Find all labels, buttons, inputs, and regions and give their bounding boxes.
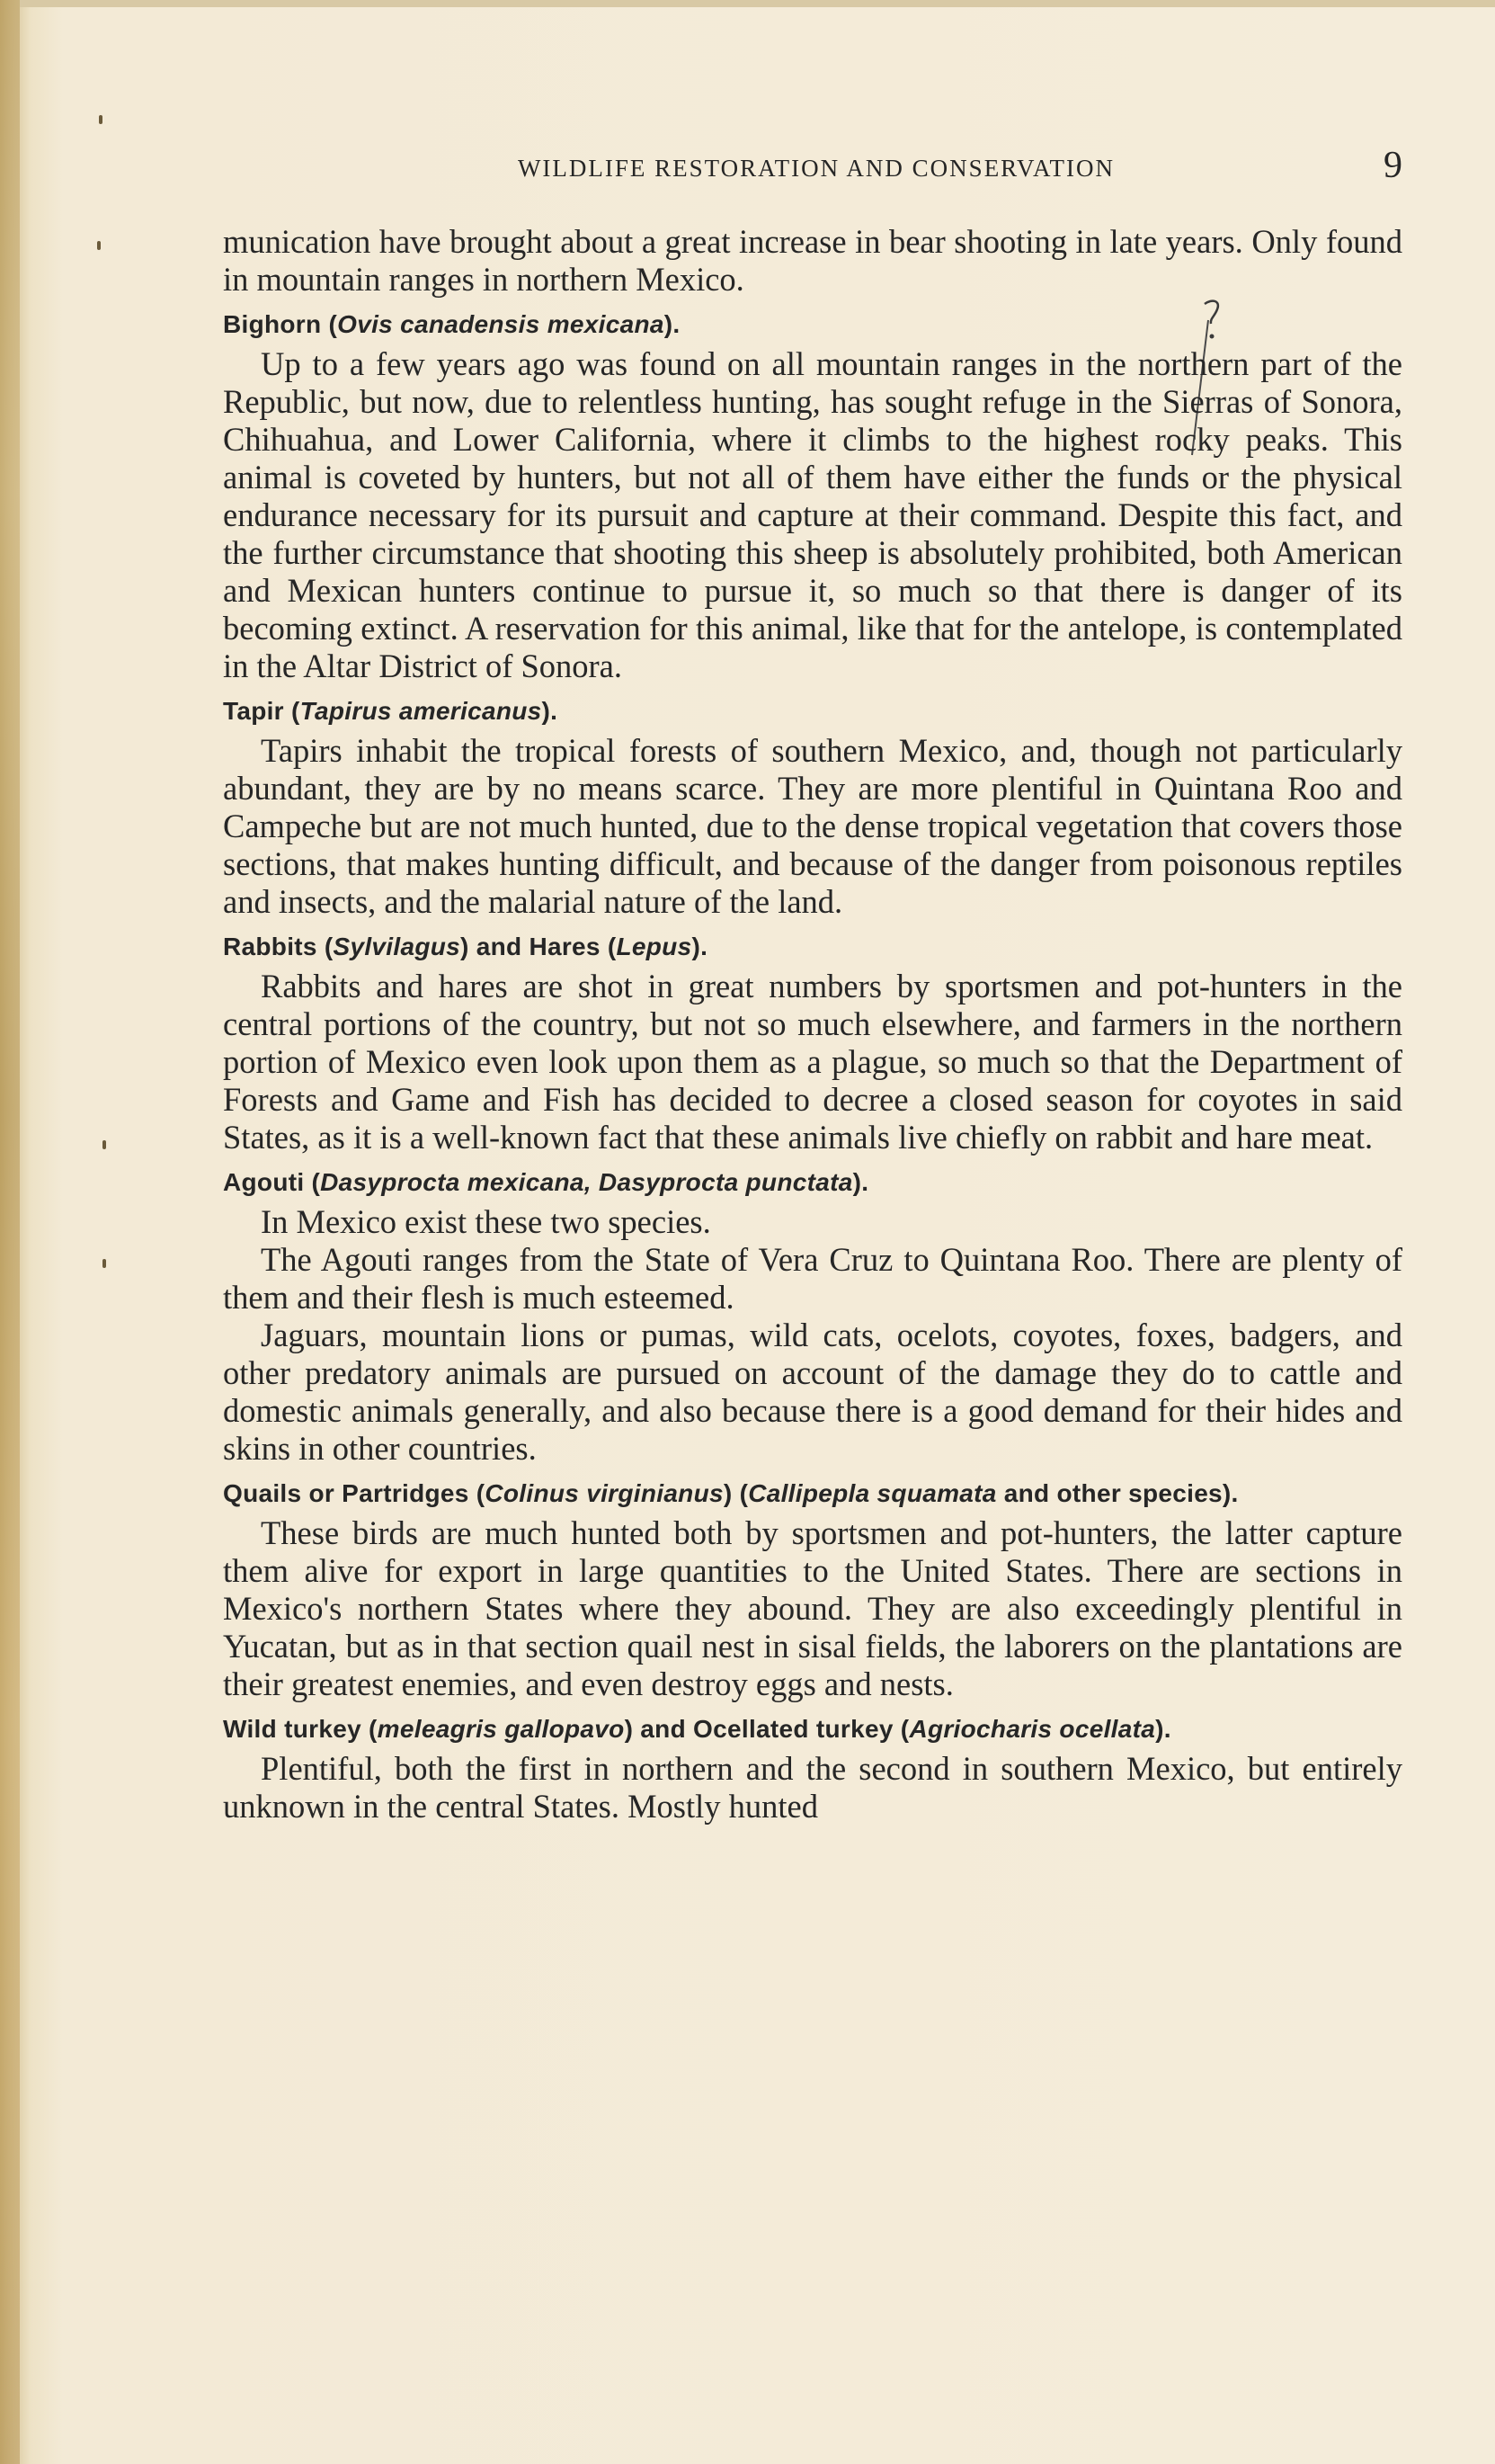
page-top-edge: [20, 0, 1495, 7]
scientific-name: meleagris gallopavo: [377, 1715, 625, 1743]
running-head: WILDLIFE RESTORATION AND CONSERVATION: [517, 155, 1116, 182]
heading-text: Rabbits (: [223, 933, 334, 960]
body-paragraph: Rabbits and hares are shot in great numbers by sportsmen and pot-hunters in the central portions of the country, but not so much elsewhere, and farmers in the northern portion of Mexico even look upon them as a plague, so much so that the Department of Forests and Game and Fish has decided to decree a closed season for coyotes in said States, as it is a well-known fact that these animals live chiefly on rabbit and hare meat.: [223, 968, 1402, 1156]
body-paragraph: Up to a few years ago was found on all mountain ranges in the northern part of the Republic, but now, due to relentless hunting, has sought refuge in the Sierras of Sonora, Chihuahua, and Lower California, where it climbs to the highest rocky peaks. This animal is coveted by hunters, but not all of them have either the funds or the physical endurance necessary for its pursuit and capture at their command. Despite this fact, and the further circumstance that shooting this sheep is absolutely prohibited, both American and Mexican hunters continue to pursue it, so much so that there is danger of its becoming extinct. A reservation for this animal, like that for the antelope, is contemplated in the Altar District of Sonora.: [223, 345, 1402, 684]
species-heading: [223, 1167, 1402, 1198]
scientific-name: Dasyprocta mexicana, Dasyprocta punctata: [320, 1168, 853, 1196]
heading-text: ) and Hares (: [460, 933, 617, 960]
heading-text: ).: [541, 697, 558, 725]
margin-speck: [99, 115, 102, 124]
heading-text: ).: [663, 310, 681, 338]
margin-speck: [102, 1259, 106, 1268]
heading-text: Tapir (: [223, 697, 300, 725]
heading-text: Quails or Partridges (: [223, 1479, 485, 1507]
scientific-name: Colinus virginianus: [485, 1479, 724, 1507]
species-heading: [223, 309, 1402, 340]
body-paragraph: munication have brought about a great increase in bear shooting in late years. Only found in mountain ranges in northern Mexico.: [223, 223, 1402, 298]
body-paragraph: Jaguars, mountain lions or pumas, wild cats, ocelots, coyotes, foxes, badgers, and other predatory animals are pursued on account of the damage they do to cattle and domestic animals generally, and also because there is a good demand for their hides and skins in other countries.: [223, 1317, 1402, 1467]
heading-text: ).: [852, 1168, 869, 1196]
scientific-name: Agriocharis ocellata: [909, 1715, 1156, 1743]
heading-text: Bighorn (: [223, 310, 338, 338]
species-heading: [223, 1714, 1402, 1745]
scientific-name: Ovis canadensis mexicana: [337, 310, 664, 338]
scientific-name: Callipepla squamata: [748, 1479, 997, 1507]
heading-text: Wild turkey (: [223, 1715, 378, 1743]
heading-text: and other species).: [996, 1479, 1239, 1507]
heading-text: ) (: [723, 1479, 749, 1507]
body-paragraph: In Mexico exist these two species.: [261, 1203, 711, 1240]
heading-text: ) and Ocellated turkey (: [624, 1715, 910, 1743]
page-spine-edge: [0, 0, 20, 2464]
body-paragraph: Tapirs inhabit the tropical forests of southern Mexico, and, though not particularly abundant, they are by no means scarce. They are more plentiful in Quintana Roo and Campeche but are not much hunted, due to the dense tropical vegetation that covers those sections, that makes hunting difficult, and because of the danger from poisonous reptiles and insects, and the malarial nature of the land.: [223, 732, 1402, 920]
body-paragraph: These birds are much hunted both by sportsmen and pot-hunters, the latter capture them alive for export in large quantities to the United States. There are sections in Mexico's northern States where they abound. They are also exceedingly plentiful in Yucatan, but as in that section quail nest in sisal fields, the laborers on the plantations are their greatest enemies, and even destroy eggs and nests.: [223, 1514, 1402, 1702]
body-paragraph: Plentiful, both the first in northern and the second in southern Mexico, but entirely unknown in the central States. Mostly hunted: [223, 1750, 1402, 1825]
heading-text: Agouti (: [223, 1168, 321, 1196]
scientific-name: Lepus: [616, 933, 692, 960]
heading-text: ).: [1155, 1715, 1171, 1743]
body-paragraph: The Agouti ranges from the State of Vera Cruz to Quintana Roo. There are plenty of them and their flesh is much esteemed.: [223, 1241, 1402, 1316]
species-heading: [223, 932, 1402, 962]
scientific-name: Sylvilagus: [333, 933, 460, 960]
heading-text: ).: [691, 933, 708, 960]
species-heading: [223, 1478, 1402, 1509]
species-heading: [223, 696, 1402, 727]
page-number: 9: [1384, 145, 1402, 186]
margin-speck: [97, 241, 101, 250]
scientific-name: Tapirus americanus: [299, 697, 542, 725]
page-header: [223, 144, 1402, 187]
article-body: [223, 223, 1402, 1826]
margin-speck: [102, 1140, 106, 1149]
